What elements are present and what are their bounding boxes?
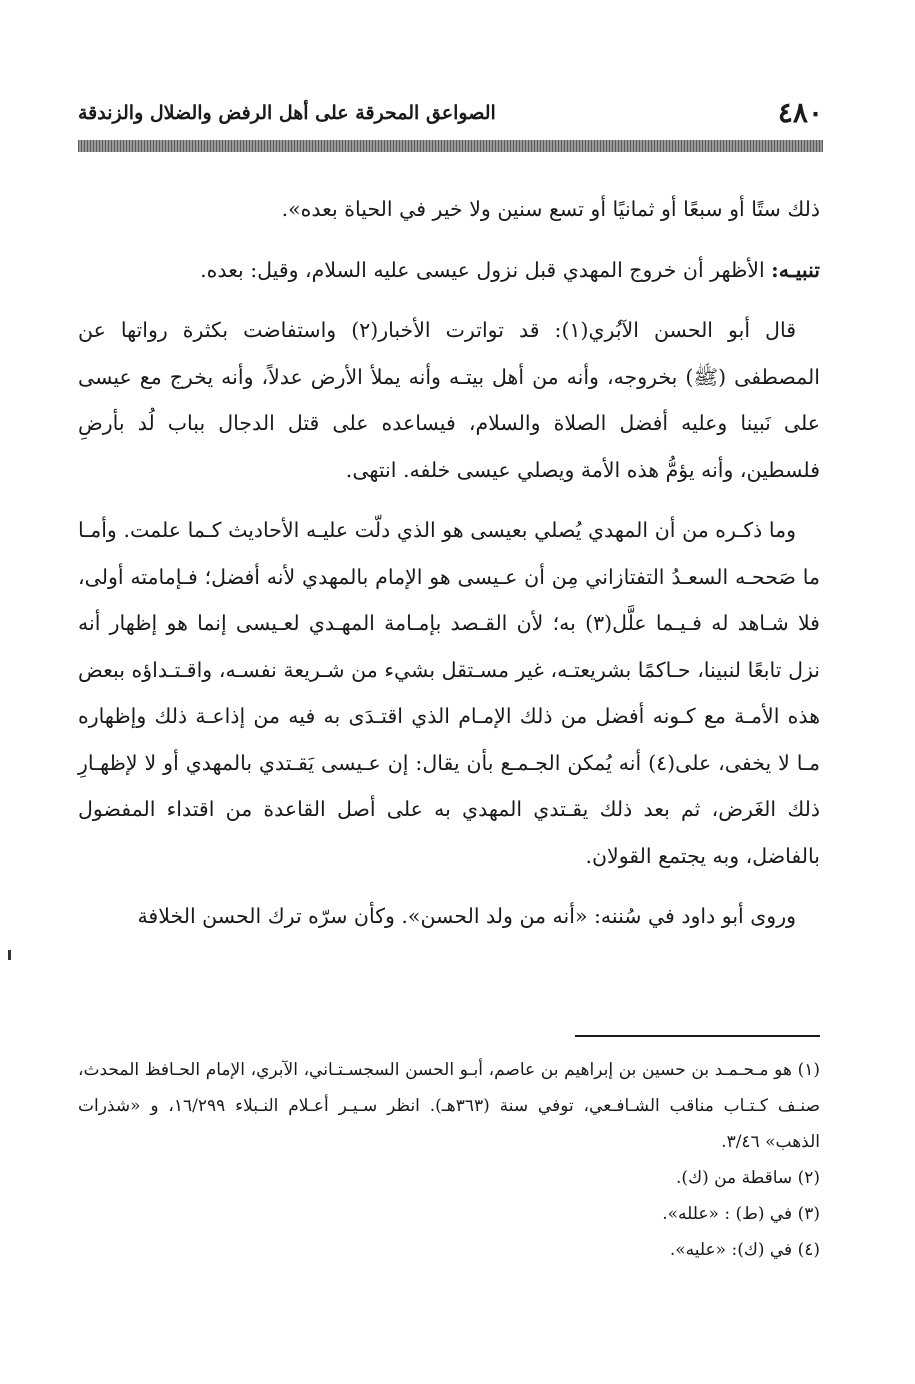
paragraph-3-text: قال أبو الحسن الآبُري(١): قد تواترت الأخبار(٢) واستفاضت بكثرة رواتها عن المصطفى (ﷺ) بخروجه، وأنه من أهل بيتـه وأنه يملأ الأرض عدلاً، وأنه يخرج مع عيسى على نَبينا وعليه أفضل الصلاة والسلام، فيساعده على قتل الدجال بباب لُد بأرضِ فلسطين، وأنه يؤمُّ هذه الأمة ويصلي عيسى خلفه. انتهى. — [78, 318, 820, 482]
paragraph-2-text: الأظهر أن خروج المهدي قبل نزول عيسى عليه السلام، وقيل: بعده. — [200, 257, 772, 282]
footnote-separator — [575, 1035, 820, 1037]
paragraph-5-text: وروى أبو داود في سُننه: «أنه من ولد الحسن». وكأن سرّه ترك الحسن الخلافة — [137, 904, 796, 928]
note-term: تنبيـه: — [771, 257, 820, 282]
paragraph-2 — [78, 247, 820, 294]
paragraph-4-text: وما ذكـره من أن المهدي يُصلي بعيسى هو الذي دلّت عليـه الأحاديث كـما علمت. وأمـا ما صَححـه السعـدُ التفتازاني مِن أن عـيسى هو الإمام بالمهدي لأنه أفضل؛ فـإمامته أولى، فلا شـاهد له فـيـما علَّل(٣) به؛ لأن القـصد بإمـامة المهـدي لعـيسى إنما هو إظهار أنه نزل تابعًا لنبينا، حـاكمًا بشريعتـه، غير مسـتقل بشيء من شـريعة نفسـه، واقـتـداؤه ببعض هذه الأمـة مع كـونه أفضل من ذلك الإمـام الذي اقتـدَى به فيه من إذاعـة ذلك وإظهاره مـا لا يخفى، على(٤) أنه يُمكن الجـمـع بأن يقال: إن عـيسى يَقـتدي بالمهدي أو لا لإظهـارِ ذلك الغَرض، ثم بعد ذلك يقـتدي المهدي به على أصل القاعدة من اقتداء المفضول بالفاضل، وبه يجتمع القولان. — [78, 518, 820, 868]
footnote-2: (٢) ساقطة من (ك). — [676, 1168, 820, 1188]
main-text — [78, 186, 820, 954]
footnote-4: (٤) في (ك): «عليه». — [669, 1240, 820, 1260]
paragraph-1-text: ذلك ستًا أو سبعًا أو ثمانيًا أو تسع سنين ولا خير في الحياة بعده». — [281, 197, 820, 221]
page-number: ٤٨٠ — [777, 96, 823, 129]
footnote-1: (١) هو مـحـمـد بن حسين بن إبراهيم بن عاصم، أبـو الحسن السجسـتـاني، الآبري، الإمام الحـافظ المحدث، صنـف كـتـاب مناقب الشـافـعي، توفي سنة (٣٦٣هـ). انظر سـيـر أعـلام النـبلاء ١٦/٢٩٩، و «شذرات الذهب» ٣/٤٦. — [78, 1060, 820, 1152]
running-title: الصواعق المحرقة على أهل الرفض والضلال والزندقة — [78, 102, 496, 124]
paragraph-4 — [78, 507, 820, 879]
paragraph-3 — [78, 307, 820, 493]
paragraph-5 — [78, 893, 820, 940]
page-header — [78, 92, 823, 132]
header-rule — [78, 140, 823, 152]
footnotes — [78, 1052, 820, 1268]
margin-mark — [8, 950, 11, 960]
paragraph-1 — [78, 186, 820, 233]
footnote-3: (٣) في (ط) : «علله». — [662, 1204, 820, 1224]
